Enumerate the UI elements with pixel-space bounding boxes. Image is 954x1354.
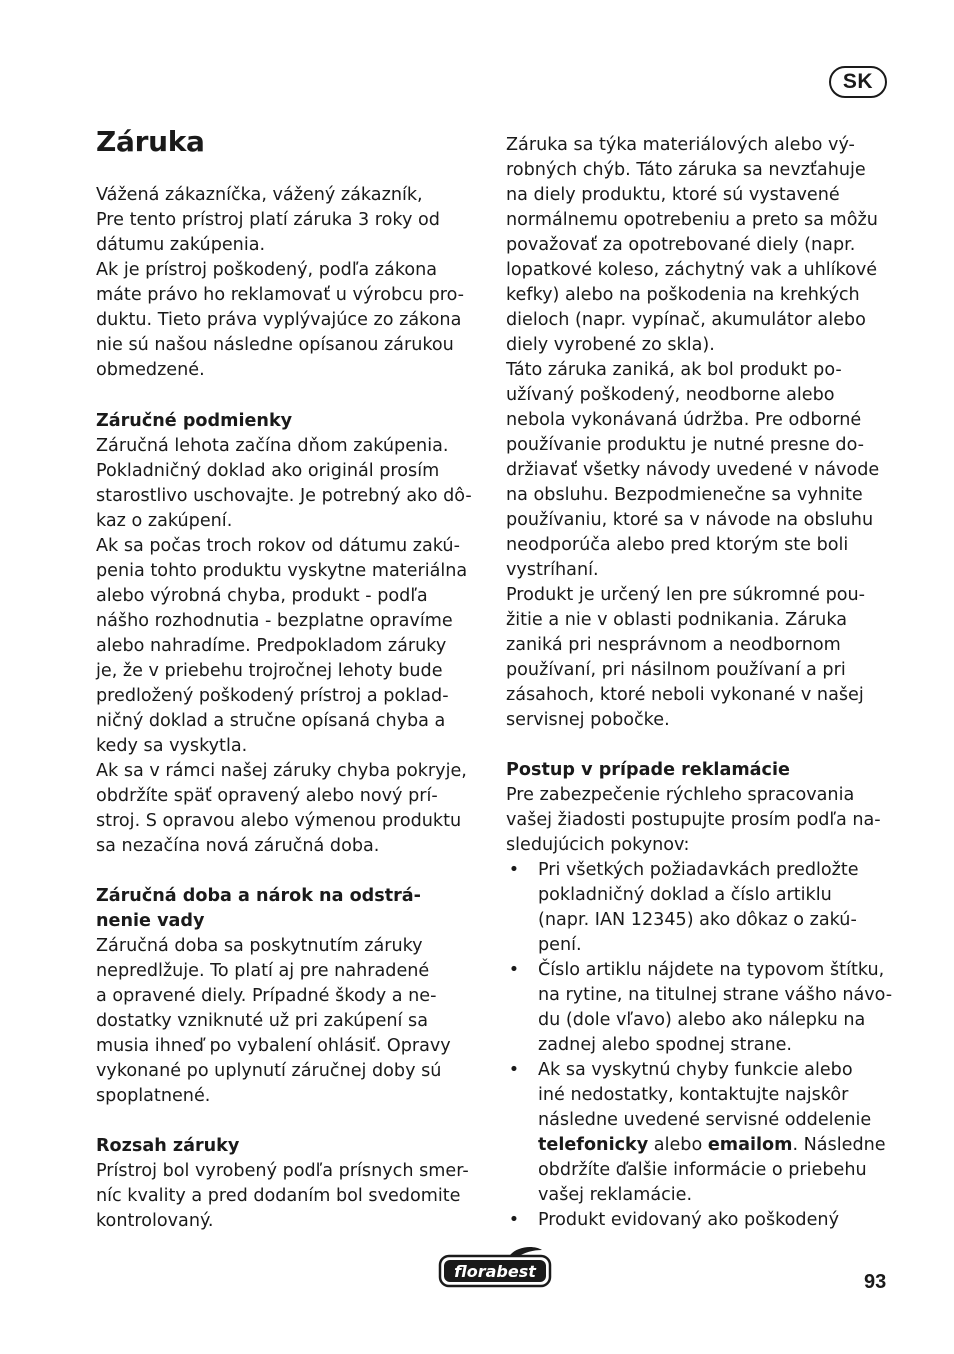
text-line: Záručná lehota začína dňom zakúpenia.	[96, 436, 449, 456]
bullet-dot: •	[508, 860, 520, 880]
text-line: Vážená zákazníčka, vážený zákazník,	[96, 185, 423, 205]
text-line: nepredlžuje. To platí aj pre nahradené	[96, 961, 430, 981]
text-line: užívaný poškodený, neodborne alebo	[506, 385, 835, 405]
text-line: starostlivo uschovajte. Je potrebný ako dô-	[96, 486, 472, 506]
text-fragment: alebo	[648, 1135, 708, 1155]
florabest-logo	[438, 1246, 552, 1290]
text-line: na diely produktu, ktoré sú vystavené	[506, 185, 840, 205]
text-line: žitie a nie v oblasti podnikania. Záruka	[506, 610, 847, 630]
text-line: duktu. Tieto práva vyplývajúce zo zákona	[96, 310, 462, 330]
text-line: je, že v priebehu trojročnej lehoty bude	[96, 661, 443, 681]
text-line: Ak je prístroj poškodený, podľa zákona	[96, 260, 438, 280]
bullet-text	[538, 1208, 839, 1233]
text-line: iné nedostatky, kontaktujte najskôr	[538, 1085, 849, 1105]
text-line: Pre zabezpečenie rýchleho spracovania	[506, 785, 855, 805]
text-line: Ak sa počas troch rokov od dátumu zakú-	[96, 536, 460, 556]
text-line: neodporúča alebo pred ktorým ste boli	[506, 535, 849, 555]
text-line: ničný doklad a stručne opísaná chyba a	[96, 711, 446, 731]
section-heading: Rozsah záruky	[96, 1136, 240, 1156]
text-line: predložený poškodený prístroj a poklad-	[96, 686, 449, 706]
text-line: dátumu zakúpenia.	[96, 235, 266, 255]
text-line: zadnej alebo spodnej strane.	[538, 1035, 793, 1055]
bullet-text	[538, 958, 892, 1058]
text-line: zásahoch, ktoré neboli vykonané v našej	[506, 685, 864, 705]
scope-continued	[506, 133, 896, 733]
text-line: níc kvality a pred dodaním bol svedomite	[96, 1186, 461, 1206]
text-line: alebo nahradíme. Predpokladom záruky	[96, 636, 447, 656]
text-line: Produkt evidovaný ako poškodený	[538, 1210, 839, 1230]
text-line: servisnej pobočke.	[506, 710, 670, 730]
text-line: nie sú našou následne opísanou zárukou	[96, 335, 454, 355]
text-line: Produkt je určený len pre súkromné pou-	[506, 585, 866, 605]
text-line: Záručná doba sa poskytnutím záruky	[96, 936, 423, 956]
text-line: používaniu, ktoré sa v návode na obsluhu	[506, 510, 874, 530]
text-line: diely vyrobené zo skla).	[506, 335, 715, 355]
text-line: Číslo artiklu nájdete na typovom štítku,	[538, 960, 885, 980]
procedure-section	[506, 758, 896, 858]
text-line: kontrolovaný.	[96, 1211, 214, 1231]
text-line: používaní, pri násilnom používaní a pri	[506, 660, 846, 680]
text-line: stroj. S opravou alebo výmenou produktu	[96, 811, 462, 831]
text-line: Pri všetkých požiadavkách predložte	[538, 860, 859, 880]
bullet-dot: •	[508, 960, 520, 980]
language-code: SK	[842, 70, 874, 93]
text-line: vykonané po uplynutí záručnej doby sú	[96, 1061, 442, 1081]
bullet-text	[538, 858, 859, 958]
text-line: normálnemu opotrebeniu a preto sa môžu	[506, 210, 878, 230]
text-line: Záruka sa týka materiálových alebo vý-	[506, 135, 855, 155]
text-line: spoplatnené.	[96, 1086, 211, 1106]
logo-graphic	[438, 1246, 552, 1290]
intro-paragraph	[96, 183, 486, 383]
text-line: zaniká pri nesprávnom a neodbornom	[506, 635, 841, 655]
text-line: nášho rozhodnutia - bezplatne opravíme	[96, 611, 453, 631]
section-heading: Záručná doba a nárok na odstrá-	[96, 886, 421, 906]
text-line: vašej žiadosti postupujte prosím podľa na-	[506, 810, 881, 830]
text-line: Ak sa v rámci našej záruky chyba pokryje,	[96, 761, 467, 781]
section-heading: Záručné podmienky	[96, 411, 293, 431]
text-line: musia ihneď po vybalení ohlásiť. Opravy	[96, 1036, 451, 1056]
text-line: kaz o zakúpení.	[96, 511, 233, 531]
text-line: na obsluhu. Bezpodmienečne sa vyhnite	[506, 485, 863, 505]
text-line: vašej reklamácie.	[538, 1185, 693, 1205]
page-number: 93	[864, 1271, 887, 1293]
text-line: kedy sa vyskytla.	[96, 736, 248, 756]
bullet-dot: •	[508, 1060, 520, 1080]
scope-section	[96, 1134, 486, 1234]
language-badge	[829, 66, 887, 98]
text-line: a opravené diely. Prípadné škody a ne-	[96, 986, 437, 1006]
text-line: vystríhaní.	[506, 560, 599, 580]
section-heading: nenie vady	[96, 911, 205, 931]
text-line: Pokladničný doklad ako originál prosím	[96, 461, 440, 481]
text-fragment: . Následne	[792, 1135, 886, 1155]
text-line-mixed	[538, 1133, 886, 1158]
emphasis-phone: telefonicky	[538, 1135, 649, 1155]
text-line: (napr. IAN 12345) ako dôkaz o zakú-	[538, 910, 857, 930]
text-line: obmedzené.	[96, 360, 205, 380]
text-line: používanie produktu je nutné presne do-	[506, 435, 865, 455]
text-line: nebola vykonávaná údržba. Pre odborné	[506, 410, 862, 430]
text-line: robných chýb. Táto záruka sa nevzťahuje	[506, 160, 866, 180]
text-line: du (dole vľavo) alebo ako nálepku na	[538, 1010, 866, 1030]
text-line: obdržíte ďalšie informácie o priebehu	[538, 1160, 867, 1180]
conditions-section	[96, 409, 486, 859]
text-line: sa nezačína nová záručná doba.	[96, 836, 380, 856]
text-line: pení.	[538, 935, 582, 955]
page-title: Záruka	[96, 125, 205, 158]
text-line: sledujúcich pokynov:	[506, 835, 690, 855]
bullet-dot: •	[508, 1210, 520, 1230]
text-line: penia tohto produktu vyskytne materiálna	[96, 561, 468, 581]
text-line: dieloch (napr. vypínač, akumulátor alebo	[506, 310, 866, 330]
text-line: alebo výrobná chyba, produkt - podľa	[96, 586, 428, 606]
text-line: dostatky vzniknuté už pri zakúpení sa	[96, 1011, 428, 1031]
text-line: Pre tento prístroj platí záruka 3 roky od	[96, 210, 440, 230]
emphasis-email: emailom	[707, 1135, 793, 1155]
text-line: následne uvedené servisné oddelenie	[538, 1110, 872, 1130]
text-line: lopatkové koleso, záchytný vak a uhlíkové	[506, 260, 878, 280]
logo-text: florabest	[454, 1262, 536, 1281]
text-line: Prístroj bol vyrobený podľa prísnych smer-	[96, 1161, 469, 1181]
text-line: Táto záruka zaniká, ak bol produkt po-	[506, 360, 842, 380]
text-line: máte právo ho reklamovať u výrobcu pro-	[96, 285, 465, 305]
bullet-text	[538, 1058, 886, 1208]
text-line: pokladničný doklad a číslo artiklu	[538, 885, 832, 905]
section-heading: Postup v prípade reklamácie	[506, 760, 790, 780]
period-section	[96, 884, 486, 1109]
text-line: kefky) alebo na poškodenia na krehkých	[506, 285, 860, 305]
text-line: na rytine, na titulnej strane vášho návo-	[538, 985, 893, 1005]
text-line: obdržíte späť opravený alebo nový prí-	[96, 786, 438, 806]
text-line: považovať za opotrebované diely (napr.	[506, 235, 856, 255]
text-line: držiavať všetky návody uvedené v návode	[506, 460, 880, 480]
text-line: Ak sa vyskytnú chyby funkcie alebo	[538, 1060, 853, 1080]
